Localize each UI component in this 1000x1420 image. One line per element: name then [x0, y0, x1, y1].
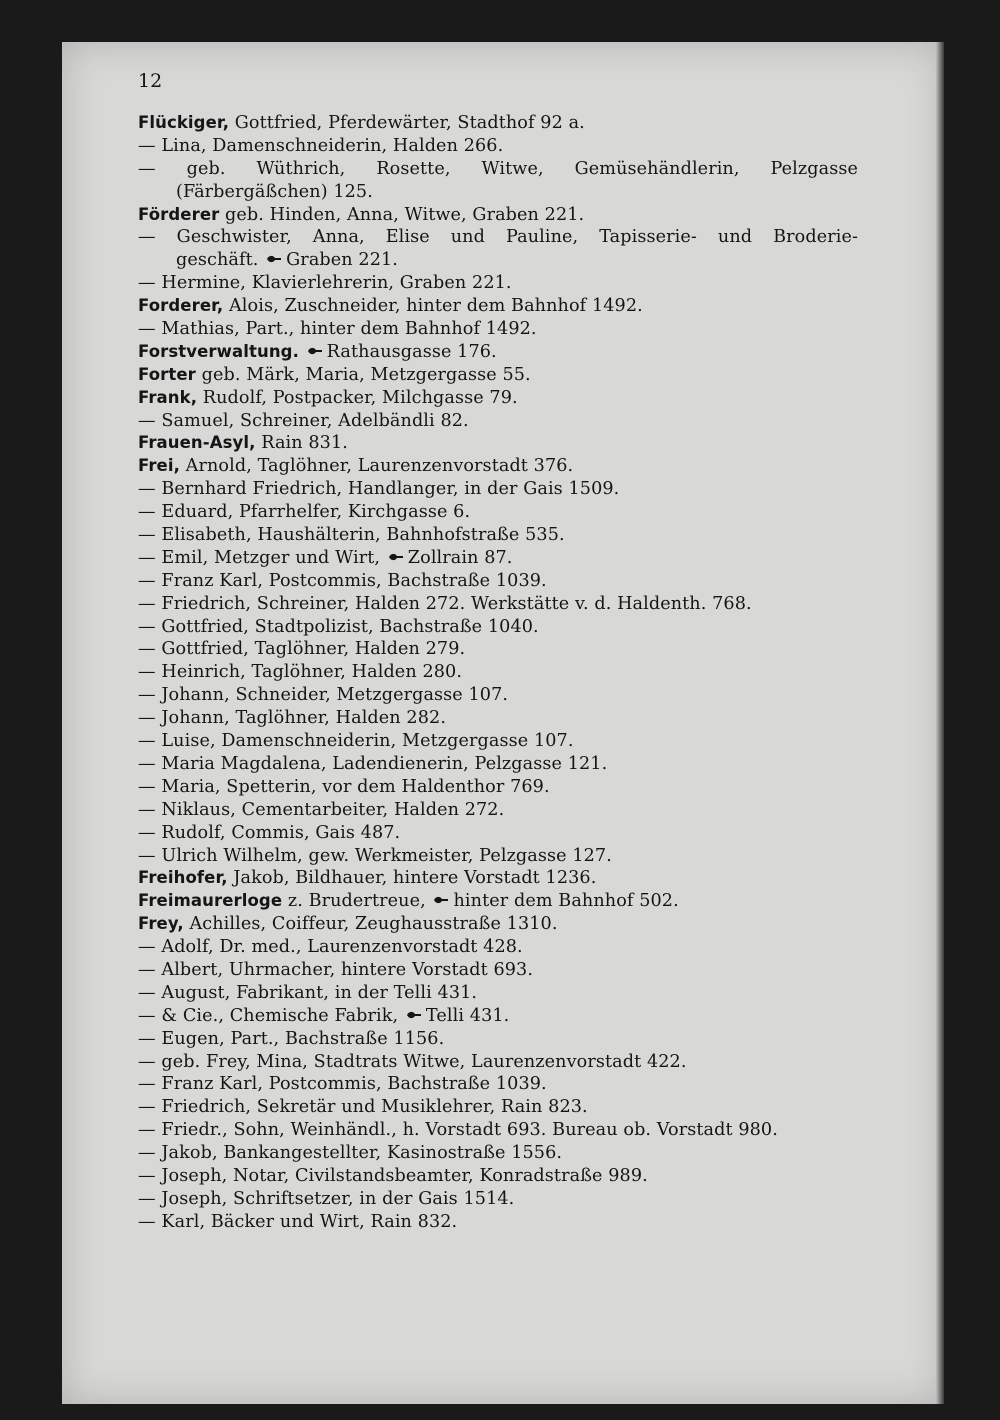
directory-entry [138, 799, 858, 822]
entry-address: Graben 221. [286, 250, 398, 271]
entry-text: — Heinrich, Taglöhner, Halden 280. [138, 662, 463, 683]
entry-text: — Gottfried, Stadtpolizist, Bachstraße 1040. [138, 616, 539, 637]
entry-text: — & Cie., Chemische Fabrik, [138, 1005, 399, 1026]
entry-text: — Friedrich, Sekretär und Musiklehrer, Rain 823. [138, 1097, 588, 1118]
entry-text: — geb. Frey, Mina, Stadtrats Witwe, Laurenzenvorstadt 422. [138, 1051, 687, 1072]
entry-text: — Joseph, Schriftsetzer, in der Gais 1514. [138, 1188, 515, 1209]
entry-text: — Gottfried, Taglöhner, Halden 279. [138, 639, 466, 660]
entry-text: — Franz Karl, Postcommis, Bachstraße 1039. [138, 570, 547, 591]
entry-text: — Hermine, Klavierlehrerin, Graben 221. [138, 273, 512, 294]
directory-entry [138, 776, 858, 799]
entry-surname: Förderer [138, 204, 220, 224]
directory-entry [138, 982, 858, 1005]
telephone-icon [388, 553, 404, 561]
entry-surname: Freihofer, [138, 868, 228, 888]
directory-entry [138, 1005, 858, 1028]
entry-text: — Johann, Schneider, Metzgergasse 107. [138, 685, 509, 706]
directory-entry [138, 730, 858, 753]
directory-entry [138, 249, 858, 272]
entry-text: geb. Hinden, Anna, Witwe, Graben 221. [219, 204, 585, 225]
entry-text: Alois, Zuschneider, hinter dem Bahnhof 1492. [223, 296, 643, 317]
directory-entry [138, 867, 858, 890]
entry-address: Zollrain 87. [407, 547, 513, 568]
directory-entry [138, 890, 858, 913]
entry-text: — Geschwister, Anna, Elise und Pauline, Tapisserie- und Broderie- [138, 227, 858, 248]
directory-entry [138, 661, 858, 684]
entry-address: Rathausgasse 176. [326, 341, 497, 362]
entry-surname: Forstverwaltung. [138, 341, 299, 361]
directory-entry [138, 1211, 858, 1234]
telephone-icon [266, 255, 282, 263]
directory-entry [138, 432, 858, 455]
entry-text: — Mathias, Part., hinter dem Bahnhof 1492. [138, 319, 537, 340]
entry-text: — Eugen, Part., Bachstraße 1156. [138, 1028, 445, 1049]
entry-text: — Albert, Uhrmacher, hintere Vorstadt 693. [138, 959, 534, 980]
directory-entry [138, 318, 858, 341]
directory-entry [138, 524, 858, 547]
entry-text: — Johann, Taglöhner, Halden 282. [138, 708, 447, 729]
entry-text: — Bernhard Friedrich, Handlanger, in der Gais 1509. [138, 479, 620, 500]
directory-entry [138, 204, 858, 227]
entry-text: — Karl, Bäcker und Wirt, Rain 832. [138, 1211, 458, 1232]
directory-entry [138, 616, 858, 639]
directory-entry [138, 1073, 858, 1096]
entry-surname: Frei, [138, 456, 180, 476]
directory-entry [138, 455, 858, 478]
directory-entry [138, 1028, 858, 1051]
directory-entry [138, 913, 858, 936]
directory-entry [138, 158, 858, 181]
directory-entry [138, 341, 858, 364]
entry-text: — Franz Karl, Postcommis, Bachstraße 1039. [138, 1074, 547, 1095]
entry-surname: Frauen-Asyl, [138, 433, 256, 453]
entry-surname: Forter [138, 364, 196, 384]
directory-entry [138, 112, 858, 135]
directory-entry [138, 295, 858, 318]
directory-entries [138, 112, 858, 1234]
telephone-icon [406, 1011, 422, 1019]
entry-text: z. Brudertreue, [282, 891, 426, 912]
directory-entry [138, 936, 858, 959]
telephone-icon [433, 896, 449, 904]
directory-entry [138, 570, 858, 593]
entry-text: geb. Märk, Maria, Metzgergasse 55. [195, 364, 531, 385]
entry-text: — Ulrich Wilhelm, gew. Werkmeister, Pelzgasse 127. [138, 845, 612, 866]
entry-surname: Frank, [138, 387, 198, 407]
directory-entry [138, 478, 858, 501]
entry-text: — Friedr., Sohn, Weinhändl., h. Vorstadt 693. Bureau ob. Vorstadt 980. [138, 1120, 778, 1141]
entry-text: — Eduard, Pfarrhelfer, Kirchgasse 6. [138, 502, 471, 523]
entry-text: — Maria, Spetterin, vor dem Haldenthor 769. [138, 776, 550, 797]
entry-text: — Rudolf, Commis, Gais 487. [138, 822, 401, 843]
directory-entry [138, 272, 858, 295]
entry-text: Arnold, Taglöhner, Laurenzenvorstadt 376. [179, 456, 574, 477]
entry-text: — Joseph, Notar, Civilstandsbeamter, Konradstraße 989. [138, 1165, 648, 1186]
entry-text: Jakob, Bildhauer, hintere Vorstadt 1236. [227, 868, 597, 889]
directory-entry [138, 753, 858, 776]
entry-text: — Lina, Damenschneiderin, Halden 266. [138, 135, 504, 156]
entry-text: — Adolf, Dr. med., Laurenzenvorstadt 428. [138, 937, 523, 958]
directory-entry [138, 181, 858, 204]
entry-text: — Friedrich, Schreiner, Halden 272. Werkstätte v. d. Haldenth. 768. [138, 593, 752, 614]
directory-entry [138, 1119, 858, 1142]
entry-text: Rudolf, Postpacker, Milchgasse 79. [197, 387, 518, 408]
entry-address: Telli 431. [425, 1005, 510, 1026]
entry-surname: Freimaurerloge [138, 891, 283, 911]
entry-text: Gottfried, Pferdewärter, Stadthof 92 a. [229, 113, 585, 133]
directory-entry [138, 547, 858, 570]
directory-entry [138, 226, 858, 249]
directory-entry [138, 1051, 858, 1074]
entry-text: — Niklaus, Cementarbeiter, Halden 272. [138, 799, 505, 820]
directory-entry [138, 845, 858, 868]
entry-text: Rain 831. [255, 433, 348, 454]
directory-entry [138, 410, 858, 433]
entry-text: geschäft. [176, 250, 259, 271]
entry-text: — Maria Magdalena, Ladendienerin, Pelzgasse 121. [138, 753, 608, 774]
entry-surname: Forderer, [138, 296, 224, 316]
page-number: 12 [138, 70, 163, 92]
directory-entry [138, 135, 858, 158]
entry-surname: Frey, [138, 914, 184, 934]
entry-text: — geb. Wüthrich, Rosette, Witwe, Gemüsehändlerin, Pelzgasse [138, 158, 858, 179]
directory-entry [138, 364, 858, 387]
entry-text: (Färbergäßchen) 125. [176, 181, 373, 202]
directory-entry [138, 387, 858, 410]
entry-text: — Jakob, Bankangestellter, Kasinostraße 1556. [138, 1143, 563, 1164]
directory-entry [138, 822, 858, 845]
directory-entry [138, 1188, 858, 1211]
directory-entry [138, 593, 858, 616]
entry-text: — Emil, Metzger und Wirt, [138, 547, 381, 568]
entry-text: — Samuel, Schreiner, Adelbändli 82. [138, 410, 469, 431]
directory-entry [138, 1165, 858, 1188]
directory-entry [138, 638, 858, 661]
directory-entry [138, 959, 858, 982]
entry-surname: Flückiger, [138, 113, 230, 132]
directory-entry [138, 501, 858, 524]
directory-entry [138, 1142, 858, 1165]
entry-text: — Elisabeth, Haushälterin, Bahnhofstraße 535. [138, 525, 565, 546]
directory-entry [138, 1096, 858, 1119]
entry-text: — August, Fabrikant, in der Telli 431. [138, 982, 478, 1003]
entry-address: hinter dem Bahnhof 502. [453, 891, 679, 912]
entry-text: Achilles, Coiffeur, Zeughausstraße 1310. [183, 914, 558, 935]
directory-entry [138, 707, 858, 730]
page-edge [936, 42, 944, 1404]
directory-entry [138, 684, 858, 707]
entry-text: — Luise, Damenschneiderin, Metzgergasse 107. [138, 731, 574, 752]
telephone-icon [307, 347, 323, 355]
